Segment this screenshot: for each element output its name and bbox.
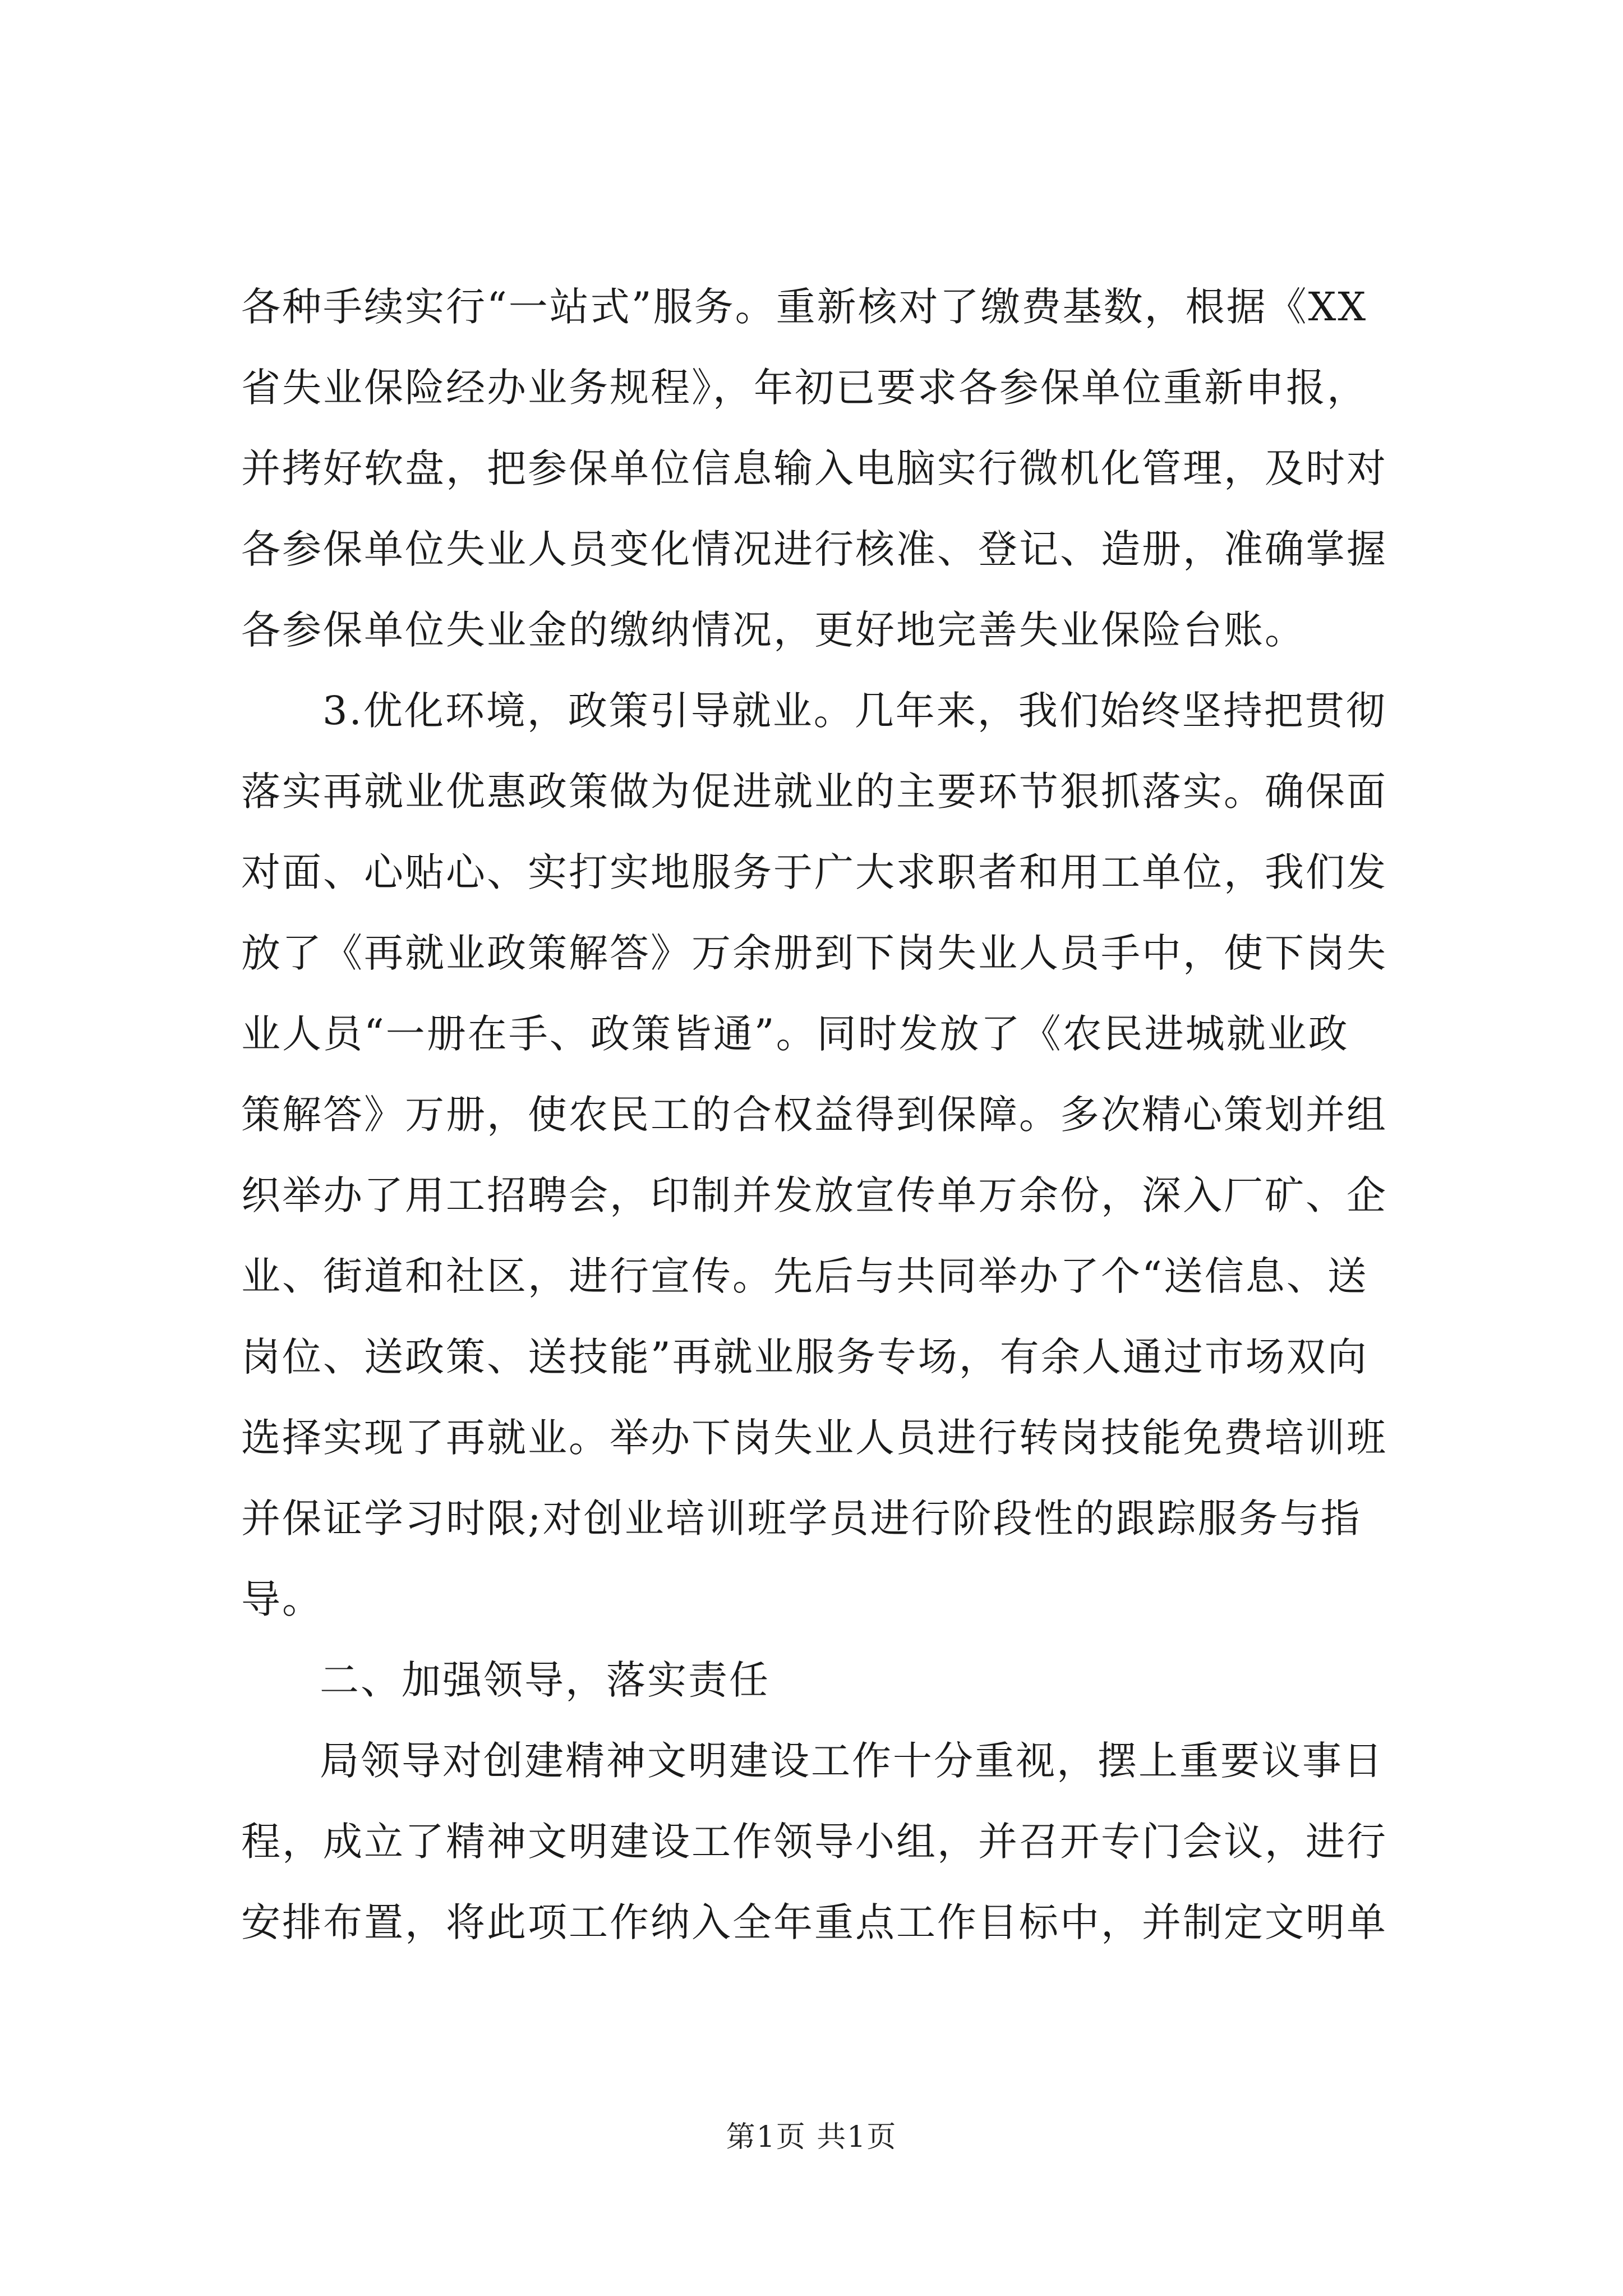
section-heading: 二、加强领导，落实责任 xyxy=(320,1657,770,1703)
text-line: 程，成立了精神文明建设工作领导小组，并召开专门会议，进行 xyxy=(241,1819,1387,1865)
text-line: 岗位、送政策、送技能”再就业服务专场，有余人通过市场双向 xyxy=(241,1334,1368,1380)
text-line: 安排布置，将此项工作纳入全年重点工作目标中，并制定文明单 xyxy=(241,1899,1387,1945)
text-line: 放了《再就业政策解答》万余册到下岗失业人员手中，使下岗失 xyxy=(241,930,1387,976)
text-line: 各参保单位失业金的缴纳情况，更好地完善失业保险台账。 xyxy=(241,607,1306,653)
text-line: 落实再就业优惠政策做为促进就业的主要环节狠抓落实。确保面 xyxy=(241,769,1387,815)
text-line: 各种手续实行“一站式”服务。重新核对了缴费基数，根据《XX xyxy=(241,284,1368,330)
text-line: 选择实现了再就业。举办下岗失业人员进行转岗技能免费培训班 xyxy=(241,1415,1387,1461)
page-footer: 第1页 共1页 xyxy=(726,2120,897,2154)
text-line: 省失业保险经办业务规程》，年初已要求各参保单位重新申报， xyxy=(241,365,1368,411)
document-body xyxy=(241,266,1413,1963)
text-line: 各参保单位失业人员变化情况进行核准、登记、造册，准确掌握 xyxy=(241,526,1387,572)
text-line: 策解答》万册，使农民工的合权益得到保障。多次精心策划并组 xyxy=(241,1092,1387,1138)
text-line: 对面、心贴心、实打实地服务于广大求职者和用工单位，我们发 xyxy=(241,849,1387,895)
text-line: 业、街道和社区，进行宣传。先后与共同举办了个“送信息、送 xyxy=(241,1253,1368,1299)
text-line: 业人员“一册在手、政策皆通”。同时发放了《农民进城就业政 xyxy=(241,1011,1349,1057)
text-line: 并拷好软盘，把参保单位信息输入电脑实行微机化管理，及时对 xyxy=(241,445,1387,491)
text-line: 并保证学习时限;对创业培训班学员进行阶段性的跟踪服务与指 xyxy=(241,1496,1362,1542)
paragraph-start-line: 3.优化环境，政策引导就业。几年来，我们始终坚持把贯彻 xyxy=(322,688,1387,734)
text-line: 导。 xyxy=(241,1576,323,1622)
paragraph-start-line: 局领导对创建精神文明建设工作十分重视，摆上重要议事日 xyxy=(320,1738,1384,1784)
text-line: 织举办了用工招聘会，印制并发放宣传单万余份，深入厂矿、企 xyxy=(241,1172,1387,1218)
